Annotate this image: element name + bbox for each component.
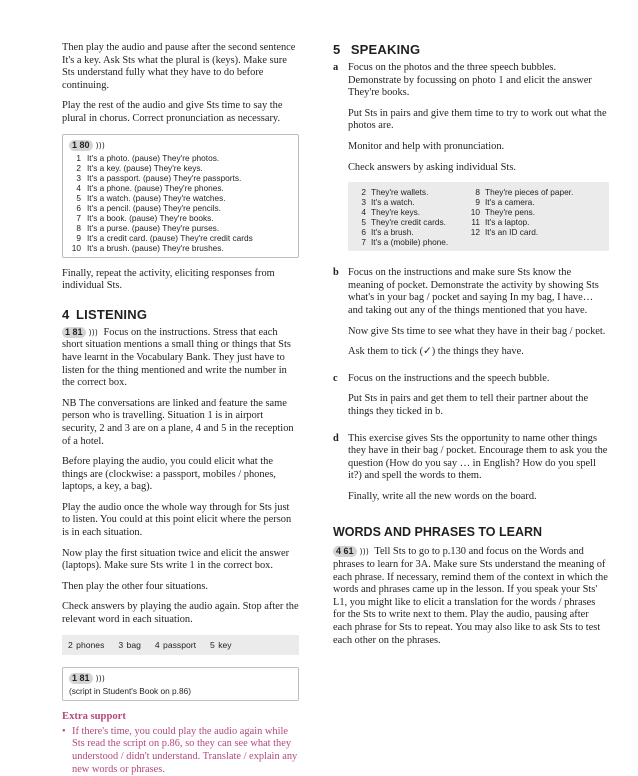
answer-row: 6 It's a brush. 12 It's an ID card.	[361, 227, 539, 238]
exercise-c: c Focus on the instructions and the speech bubble. Put Sts in pairs and get them to tell their partner about the things they ticked in b.	[333, 372, 589, 417]
audio-icon: )))	[95, 140, 105, 150]
answer-row: 7 It's a (mobile) phone.	[361, 237, 449, 248]
script-line: 2 It's a key. (pause) They're keys.	[76, 162, 203, 173]
script-list	[69, 153, 292, 253]
bullet-icon: •	[62, 725, 66, 737]
extra-support-title: Extra support	[62, 711, 126, 723]
paragraph-intro: Then play the audio and pause after the second sentence It's a key. Ask Sts what the plural is (keys). Make sure Sts understand fully what they have to do before continuing.	[62, 42, 296, 91]
listening-instructions: 1 81 ))) Focus on the instructions. Stress that each short situation mentions a small thing or things that Sts have learnt in the Vocabulary Bank. They just have to listen for the thing mentioned and write the number in the correct box.	[62, 326, 291, 389]
script-line: 6 It's a pencil. (pause) They're pencils.	[76, 202, 221, 213]
listening-first: Now play the first situation twice and elicit the answer (laptops). Make sure Sts write 1 in the correct box.	[62, 547, 290, 572]
listening-check: Check answers by playing the audio again. Stop after the relevant word in each situation.	[62, 601, 299, 626]
exercise-a: a Focus on the photos and the three speech bubbles. Demonstrate by focussing on photo 1 and elicit the answer They're books. Put Sts in pairs and give them time to try to work out what the photos are. Monitor and help with pronunciation. Check answers by asking individual Sts. 2 They're wallets. 8 They're pieces of paper. 3 It's a watch. 9 It's a camera. 4 They're keys. 10 They're pens. 5 They're credit cards. 11 It's a laptop. 6 It's a brush. 12 It's an ID card. 7 It's a (mobile) phone.	[333, 62, 609, 261]
script-reference: (script in Student's Book on p.86)	[69, 686, 191, 697]
script-reference-box	[62, 667, 299, 701]
audio-track-badge: 1 81	[69, 673, 93, 684]
listening-before: Before playing the audio, you could elicit what the things are (clockwise: a passport, mobiles / phones, laptops, a key, a bag).	[62, 456, 276, 493]
answer-item: 2 phones	[68, 639, 105, 650]
section-heading-speaking: 5 SPEAKING	[333, 42, 421, 57]
exercise-b: b Focus on the instructions and make sure Sts know the meaning of pocket. Demonstrate the activity by showing Sts what's in your bag / pocket and saying In my bag, I have… and taking out any of the things mentioned that you have. Now give Sts time to see what they have in their bag / pocket. Ask them to tick (✓) the things they have.	[333, 267, 606, 358]
left-column	[62, 42, 299, 776]
script-line: 5 It's a watch. (pause) They're watches.	[76, 192, 226, 203]
speaking-answers	[348, 182, 609, 251]
section-heading-listening: 4 LISTENING	[62, 306, 148, 322]
script-line: 9 It's a credit card. (pause) They're credit cards	[76, 232, 253, 243]
script-line: 7 It's a book. (pause) They're books.	[76, 212, 214, 223]
audio-track-badge: 1 80	[69, 140, 93, 151]
extra-support-item: • If there's time, you could play the audio again while Sts read the script on p.86, so they can see what they understood / didn't understand. Translate / explain any new words or phrases.	[62, 725, 298, 775]
listening-answers	[62, 635, 299, 656]
audio-icon: )))	[359, 547, 369, 557]
answer-row: 4 They're keys. 10 They're pens.	[361, 207, 536, 218]
right-column	[333, 42, 609, 655]
answer-item: 3 bag	[118, 639, 141, 650]
script-line: 10 It's a brush. (pause) They're brushes.	[71, 242, 224, 253]
section-heading-words: WORDS AND PHRASES TO LEARN	[333, 525, 543, 540]
answer-item: 4 passport	[154, 639, 197, 650]
audio-icon: )))	[88, 327, 98, 337]
script-line: 4 It's a phone. (pause) They're phones.	[76, 182, 224, 193]
audio-script-box	[62, 134, 299, 258]
answer-row: 5 They're credit cards. 11 It's a laptop.	[361, 217, 530, 228]
answer-row: 2 They're wallets. 8 They're pieces of paper.	[361, 187, 574, 198]
words-paragraph: 4 61 ))) Tell Sts to go to p.130 and focus on the Words and phrases to learn for 3A. Make sure Sts understand the meaning of each phrase. If necessary, remind them of the context in which the words and phrases came up in the lesson. If you speak your Sts' L1, you might like to elicit a translation for the words / phrases for the Sts to write next to them. Play the audio, pausing after each phrase for Sts to repeat. You may also like to ask Sts to test each other on the phrases.	[333, 546, 608, 646]
audio-track-badge: 4 61	[333, 546, 357, 557]
paragraph-finally: Finally, repeat the activity, eliciting responses from individual Sts.	[62, 267, 275, 292]
script-line: 1 It's a photo. (pause) They're photos.	[76, 152, 220, 163]
answer-item: 5 key	[210, 639, 232, 650]
audio-track-badge: 1 81	[62, 327, 86, 338]
listening-other: Then play the other four situations.	[62, 580, 209, 592]
audio-icon: )))	[95, 674, 105, 684]
listening-nb: NB The conversations are linked and feature the same person who is travelling. Situation 1 is in airport security, 2 and 3 are on a plane, 4 and 5 in the reception of a hotel.	[62, 397, 294, 447]
script-line: 8 It's a purse. (pause) They're purses.	[76, 222, 220, 233]
exercise-d: d This exercise gives Sts the opportunity to name other things they have in their bag / pocket. Encourage them to ask you the question (How do you say … in English? How do you spell it?) and spell the words to them. Finally, write all the new words on the board.	[333, 432, 608, 502]
listening-play: Play the audio once the whole way through for Sts just to listen. You could at this point elicit where the person is in each situation.	[62, 501, 292, 539]
paragraph-repeat: Play the rest of the audio and give Sts time to say the plural in chorus. Correct pronunciation as necessary.	[62, 100, 283, 124]
script-line: 3 It's a passport. (pause) They're passports.	[76, 172, 242, 183]
answer-row: 3 It's a watch. 9 It's a camera.	[361, 197, 535, 208]
